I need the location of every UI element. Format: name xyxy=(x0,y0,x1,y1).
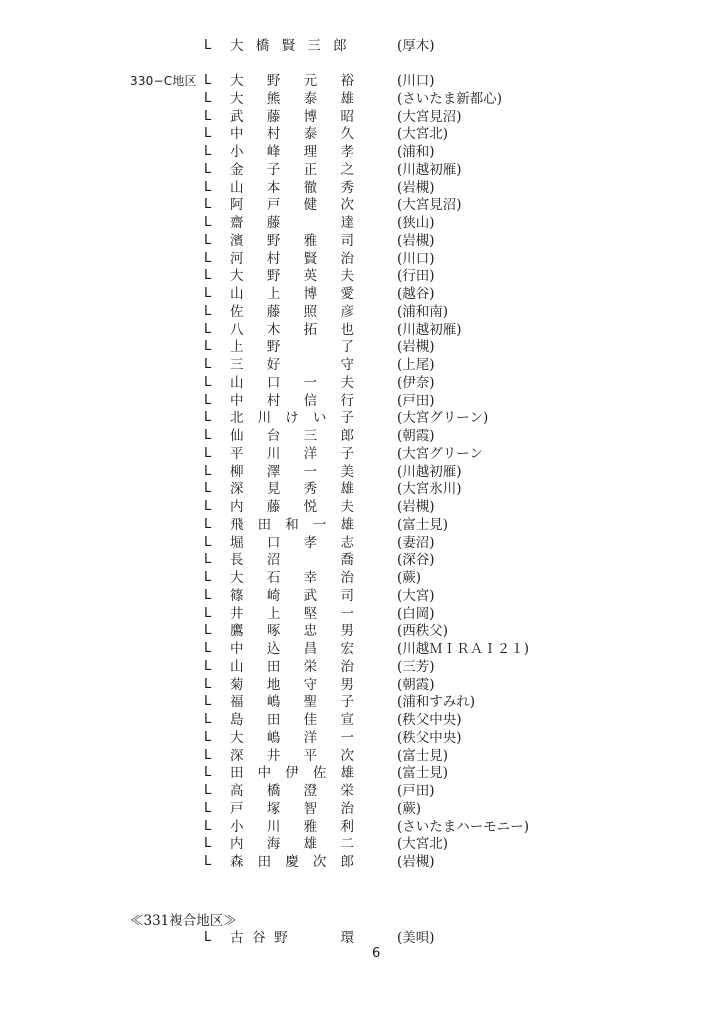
member-prefix: L xyxy=(204,144,212,159)
member-row xyxy=(0,338,600,356)
member-club: (大宮グリーン) xyxy=(397,410,489,427)
member-prefix: L xyxy=(204,729,212,745)
member-name: 山 上 博 愛 xyxy=(230,286,354,302)
member-club: (越谷) xyxy=(397,286,435,302)
member-row xyxy=(0,929,600,947)
member-name: 三 好 守 xyxy=(230,357,354,373)
member-name: 佐 藤 照 彦 xyxy=(230,303,354,320)
member-club: (浦和南) xyxy=(397,303,449,320)
member-row xyxy=(0,498,600,516)
member-row xyxy=(0,516,600,534)
member-name: 山 口 一 夫 xyxy=(230,374,354,391)
member-row xyxy=(0,232,600,250)
member-row xyxy=(0,267,600,285)
member-name: 井 上 堅 一 xyxy=(230,605,354,622)
member-prefix: L xyxy=(204,623,212,639)
member-prefix: L xyxy=(204,499,212,514)
member-prefix: L xyxy=(204,126,212,142)
member-row xyxy=(0,835,600,853)
member-row xyxy=(0,196,600,214)
member-name: 菊 地 守 男 xyxy=(230,676,354,693)
member-club: (妻沼) xyxy=(397,534,435,551)
member-club: (岩槻) xyxy=(397,339,435,356)
member-row xyxy=(0,374,600,392)
member-club: (朝霞) xyxy=(397,428,435,444)
member-name: 濱 野 雅 司 xyxy=(230,232,354,249)
member-prefix: L xyxy=(204,783,212,798)
member-club: (川越ＭＩＲＡＩ２１) xyxy=(397,641,530,657)
member-club: (大宮見沼) xyxy=(397,197,462,214)
member-club: (白岡) xyxy=(397,605,435,622)
member-row xyxy=(0,427,600,445)
member-prefix: L xyxy=(204,38,212,53)
member-club: (川越初雁) xyxy=(397,161,462,178)
member-club: (西秩父) xyxy=(397,623,449,640)
member-name: 田 中 伊 佐 雄 xyxy=(230,765,354,782)
member-row xyxy=(0,640,600,658)
member-prefix: L xyxy=(204,463,212,479)
member-prefix: L xyxy=(204,534,212,550)
member-row xyxy=(0,729,600,747)
member-row xyxy=(0,587,600,605)
member-name: 柳 澤 一 美 xyxy=(230,463,354,480)
member-row xyxy=(0,72,600,90)
member-prefix: L xyxy=(204,516,212,532)
member-club: (秩父中央) xyxy=(397,712,462,728)
member-row xyxy=(0,463,600,481)
member-row xyxy=(0,693,600,711)
member-club: (川越初雁) xyxy=(397,321,462,338)
member-name: 長 沼 喬 xyxy=(230,552,354,569)
member-name: 大 石 幸 治 xyxy=(230,570,354,586)
district-331-heading: ≪331複合地区≫ xyxy=(130,913,237,929)
member-prefix: L xyxy=(204,268,212,284)
member-row xyxy=(0,356,600,374)
member-name: 内 海 雄 二 xyxy=(230,836,354,853)
member-club: (蕨) xyxy=(397,800,422,817)
member-prefix: L xyxy=(204,676,212,692)
member-row xyxy=(0,658,600,676)
member-row xyxy=(0,551,600,569)
member-name: 平 川 洋 子 xyxy=(230,445,354,462)
member-name: 大 野 英 夫 xyxy=(230,268,354,285)
member-club: (大宮氷川) xyxy=(397,481,462,498)
member-club: (川口) xyxy=(397,73,435,89)
member-name: 小 峰 理 孝 xyxy=(230,144,354,160)
member-club: (三芳) xyxy=(397,658,435,675)
member-row xyxy=(0,108,600,126)
member-row xyxy=(0,764,600,782)
member-row xyxy=(0,711,600,729)
member-row xyxy=(0,303,600,321)
member-name: 金 子 正 之 xyxy=(230,161,354,178)
member-name: 大 野 元 裕 xyxy=(230,73,354,89)
member-prefix: L xyxy=(204,836,212,852)
member-club: (大宮) xyxy=(397,587,435,604)
member-row xyxy=(0,605,600,623)
member-prefix: L xyxy=(204,570,212,585)
member-row xyxy=(0,285,600,303)
member-club: (大宮北) xyxy=(397,836,449,853)
member-row xyxy=(0,179,600,197)
member-club: (浦和) xyxy=(397,144,435,160)
member-club: (戸田) xyxy=(397,783,435,799)
member-club: (岩槻) xyxy=(397,499,435,515)
member-prefix: L xyxy=(204,197,212,213)
member-name: 河 村 賢 治 xyxy=(230,250,354,267)
member-club: (戸田) xyxy=(397,392,435,409)
member-name: 上 野 了 xyxy=(230,339,354,356)
member-name: 中 村 信 行 xyxy=(230,392,354,409)
member-club: (朝霞) xyxy=(397,676,435,693)
member-club: (大宮北) xyxy=(397,126,449,143)
member-name: 武 藤 博 昭 xyxy=(230,108,354,125)
member-row xyxy=(0,622,600,640)
member-club: (美唄) xyxy=(397,930,435,946)
member-row xyxy=(0,569,600,587)
page-number: 6 xyxy=(372,946,381,961)
member-row xyxy=(0,321,600,339)
member-prefix: L xyxy=(204,73,212,88)
member-row xyxy=(0,392,600,410)
member-prefix: L xyxy=(204,215,212,230)
member-club: (深谷) xyxy=(397,552,435,569)
member-name: 仙 台 三 郎 xyxy=(230,428,354,444)
member-row xyxy=(0,747,600,765)
member-club: (厚木) xyxy=(397,38,435,54)
member-prefix: L xyxy=(204,250,212,266)
member-prefix: L xyxy=(204,339,212,355)
member-prefix: L xyxy=(204,179,212,195)
district-label: 330−C地区 xyxy=(130,74,197,88)
member-row xyxy=(0,818,600,836)
member-prefix: L xyxy=(204,481,212,497)
member-prefix: L xyxy=(204,854,212,869)
member-row xyxy=(0,782,600,800)
member-prefix: L xyxy=(204,694,212,710)
member-club: (富士見) xyxy=(397,516,449,533)
member-name: 大 橋 賢 三 郎 xyxy=(230,38,351,54)
member-name: 鷹 啄 忠 男 xyxy=(230,623,354,640)
member-prefix: L xyxy=(204,232,212,248)
member-club: (上尾) xyxy=(397,357,435,373)
member-prefix: L xyxy=(204,90,212,106)
member-prefix: L xyxy=(204,712,212,727)
member-name: 内 藤 悦 夫 xyxy=(230,499,354,515)
member-club: (行田) xyxy=(397,268,435,285)
member-prefix: L xyxy=(204,374,212,390)
member-prefix: L xyxy=(204,410,212,426)
member-name: 中 込 昌 宏 xyxy=(230,641,354,657)
member-prefix: L xyxy=(204,357,212,372)
member-name: 福 嶋 聖 子 xyxy=(230,694,354,711)
member-prefix: L xyxy=(204,321,212,337)
member-prefix: L xyxy=(204,818,212,834)
member-club: (さいたまハーモニー) xyxy=(397,818,530,835)
member-prefix: L xyxy=(204,747,212,763)
member-name: 高 橋 澄 栄 xyxy=(230,783,354,799)
member-club: (浦和すみれ) xyxy=(397,694,476,711)
member-row xyxy=(0,214,600,232)
member-prefix: L xyxy=(204,445,212,461)
member-prefix: L xyxy=(204,392,212,408)
member-name: 齋 藤 達 xyxy=(230,215,354,231)
member-row xyxy=(0,445,600,463)
member-prefix: L xyxy=(204,800,212,816)
member-club: (岩槻) xyxy=(397,232,435,249)
member-prefix: L xyxy=(204,930,212,945)
member-club: (秩父中央) xyxy=(397,729,462,746)
member-row xyxy=(0,90,600,108)
member-row xyxy=(0,125,600,143)
member-prefix: L xyxy=(204,587,212,603)
member-club: (狭山) xyxy=(397,215,435,231)
member-row xyxy=(0,800,600,818)
member-name: 北 川 け い 子 xyxy=(230,410,354,427)
member-name: 大 嶋 洋 一 xyxy=(230,729,354,746)
member-name: 小 川 雅 利 xyxy=(230,818,354,835)
member-name: 大 熊 泰 雄 xyxy=(230,90,354,107)
member-prefix: L xyxy=(204,108,212,124)
member-prefix: L xyxy=(204,428,212,443)
member-prefix: L xyxy=(204,658,212,674)
member-club: (富士見) xyxy=(397,747,449,764)
member-name: 中 村 泰 久 xyxy=(230,126,354,143)
member-row xyxy=(0,480,600,498)
member-club: (さいたま新都心) xyxy=(397,90,503,107)
member-row xyxy=(0,161,600,179)
member-club: (大宮見沼) xyxy=(397,108,462,125)
member-prefix: L xyxy=(204,303,212,319)
member-name: 戸 塚 智 治 xyxy=(230,800,354,817)
member-row xyxy=(0,853,600,871)
member-name: 深 井 平 次 xyxy=(230,747,354,764)
member-name: 山 本 徹 秀 xyxy=(230,179,354,196)
member-row xyxy=(0,409,600,427)
member-row xyxy=(0,143,600,161)
member-prefix: L xyxy=(204,605,212,621)
member-name: 堀 口 孝 志 xyxy=(230,534,354,551)
member-prefix: L xyxy=(204,161,212,177)
member-prefix: L xyxy=(204,286,212,301)
member-name: 八 木 拓 也 xyxy=(230,321,354,338)
member-prefix: L xyxy=(204,641,212,656)
member-name: 森 田 慶 次 郎 xyxy=(230,854,354,870)
member-prefix: L xyxy=(204,765,212,781)
member-club: (岩槻) xyxy=(397,179,435,196)
member-row xyxy=(0,37,600,55)
member-name: 篠 崎 武 司 xyxy=(230,587,354,604)
member-name: 深 見 秀 雄 xyxy=(230,481,354,498)
member-club: (富士見) xyxy=(397,765,449,782)
member-club: (蕨) xyxy=(397,570,422,586)
member-name: 古 谷 野 環 xyxy=(230,930,354,946)
member-club: (川越初雁) xyxy=(397,463,462,480)
member-row xyxy=(0,250,600,268)
member-row xyxy=(0,534,600,552)
member-name: 阿 戸 健 次 xyxy=(230,197,354,214)
member-name: 飛 田 和 一 雄 xyxy=(230,516,354,533)
member-club: (岩槻) xyxy=(397,854,435,870)
member-name: 山 田 栄 治 xyxy=(230,658,354,675)
member-row xyxy=(0,676,600,694)
member-prefix: L xyxy=(204,552,212,568)
member-club: (大宮グリーン xyxy=(397,445,483,462)
member-club: (川口) xyxy=(397,250,435,267)
member-name: 島 田 佳 宣 xyxy=(230,712,354,728)
member-club: (伊奈) xyxy=(397,374,435,391)
